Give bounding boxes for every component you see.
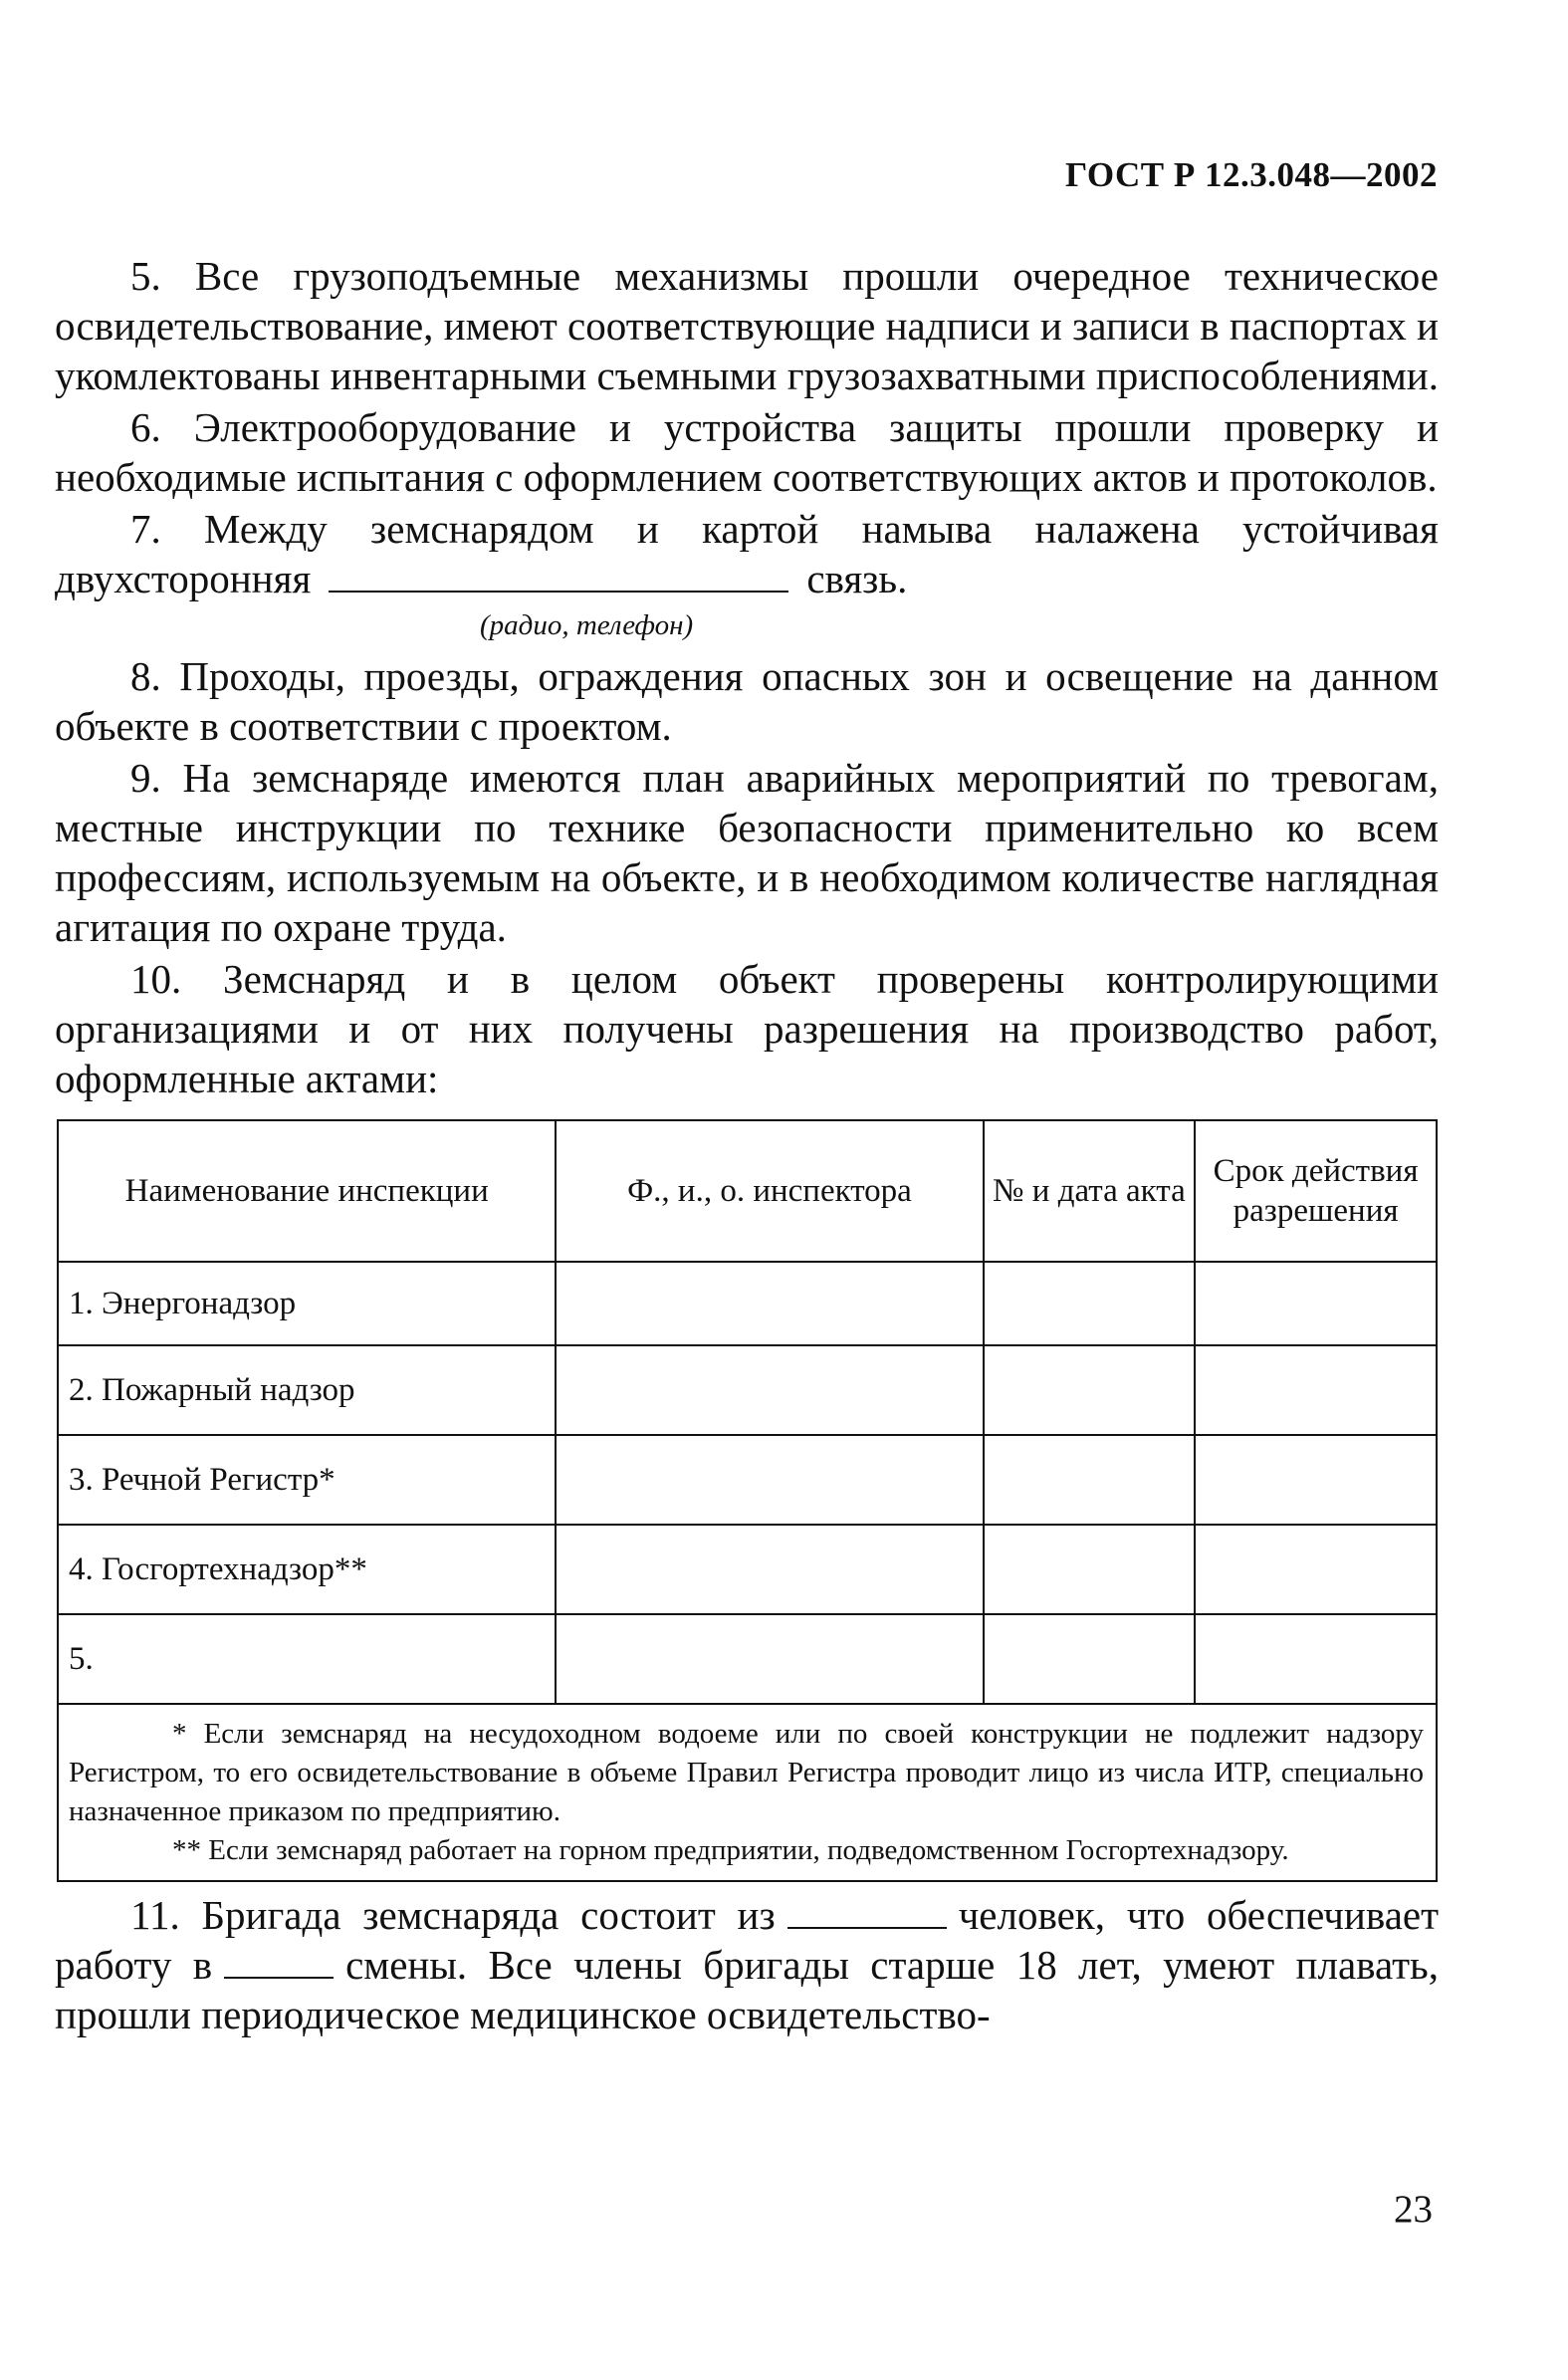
- paragraph-11: [55, 1890, 1439, 2039]
- act-cell: [984, 1435, 1196, 1525]
- act-cell: [984, 1345, 1196, 1435]
- paragraph-7-text: 7. Между земснарядом и картой намыва налажена устойчивая двухсторонняя: [55, 506, 1439, 601]
- table-header-row: [58, 1120, 1437, 1262]
- paragraph-5: 5. Все грузоподъемные механизмы прошли очередное техническое освидетельствование, имеют соответствующие надписи и записи в паспортах и укомлектованы инвентарными съемными грузозахватными приспособлениями.: [55, 253, 1439, 398]
- table-row: [58, 1614, 1437, 1704]
- header-inspection-name: Наименование инспекции: [58, 1120, 556, 1262]
- inspection-table: [57, 1119, 1438, 1882]
- table-row: [58, 1262, 1437, 1345]
- table-notes-row: [58, 1704, 1437, 1881]
- paragraph-6: 6. Электрооборудование и устройства защиты прошли проверку и необходимые испытания с оформлением соответствующих актов и протоколов.: [55, 404, 1439, 500]
- term-cell: [1195, 1435, 1437, 1525]
- paragraph-11-part2: человек, что обеспечивает работу в: [55, 1892, 1440, 1988]
- inspection-name: 4. Госгортехнадзор**: [58, 1525, 556, 1614]
- inspector-cell: [556, 1614, 983, 1704]
- page-number: 23: [1394, 2188, 1433, 2231]
- paragraph-11-part1: 11. Бригада земснаряда состоит из: [130, 1892, 776, 1938]
- paragraph-7: [55, 504, 1439, 603]
- header-act-number-date: № и дата акта: [984, 1120, 1196, 1262]
- paragraph-8: 8. Проходы, проезды, ограждения опасных зон и освещение на данном объекте в соответствии с проектом.: [55, 653, 1439, 749]
- communication-type-blank: [329, 557, 788, 593]
- term-cell: [1195, 1525, 1437, 1614]
- crew-size-blank: [787, 1893, 947, 1929]
- blank-hint: (радио, телефон): [480, 609, 694, 641]
- inspector-cell: [556, 1262, 983, 1345]
- inspection-name: 3. Речной Регистр*: [58, 1435, 556, 1525]
- inspection-name: 1. Энергонадзор: [58, 1262, 556, 1345]
- paragraph-7-end: связь.: [806, 556, 908, 601]
- inspector-cell: [556, 1525, 983, 1614]
- inspection-name: 2. Пожарный надзор: [58, 1345, 556, 1435]
- paragraph-9: 9. На земснаряде имеются план аварийных мероприятий по тревогам, местные инструкции по технике безопасности применительно ко всем профессиям, используемым на объекте, и в необходимом количестве наглядная агитация по охране труда.: [55, 755, 1439, 950]
- inspection-name: 5.: [58, 1614, 556, 1704]
- table-row: [58, 1435, 1437, 1525]
- inspector-cell: [556, 1345, 983, 1435]
- term-cell: [1195, 1614, 1437, 1704]
- document-body: [55, 251, 1439, 2041]
- paragraph-10: 10. Земснаряд и в целом объект проверены контролирующими организациями и от них получены разрешения на производство работ, оформленные актами:: [55, 956, 1439, 1101]
- table-notes: [58, 1704, 1437, 1881]
- header-permit-term: Срок действия разрешения: [1195, 1120, 1437, 1262]
- document-code: ГОСТ Р 12.3.048—2002: [1064, 155, 1438, 194]
- act-cell: [984, 1614, 1196, 1704]
- table-row: [58, 1345, 1437, 1435]
- footnote-single-asterisk: * Если земснаряд на несудоходном водоеме или по своей конструкции не подлежит надзору Регистром, то его освидетельствование в объеме Правил Регистра проводит лицо из числа ИТР, специально назначенное приказом по предприятию.: [69, 1718, 1424, 1827]
- act-cell: [984, 1525, 1196, 1614]
- paragraph-11-part3: смены. Все члены бригады старше 18 лет, умеют плавать, прошли периодическое медицинское освидетельство-: [55, 1942, 1439, 2037]
- term-cell: [1195, 1262, 1437, 1345]
- table-row: [58, 1525, 1437, 1614]
- act-cell: [984, 1262, 1196, 1345]
- footnote-double-asterisk: ** Если земснаряд работает на горном предприятии, подведомственном Госгортехнадзору.: [172, 1834, 1289, 1866]
- inspector-cell: [556, 1435, 983, 1525]
- shift-count-blank: [224, 1943, 334, 1979]
- header-inspector-name: Ф., и., о. инспектора: [556, 1120, 983, 1262]
- term-cell: [1195, 1345, 1437, 1435]
